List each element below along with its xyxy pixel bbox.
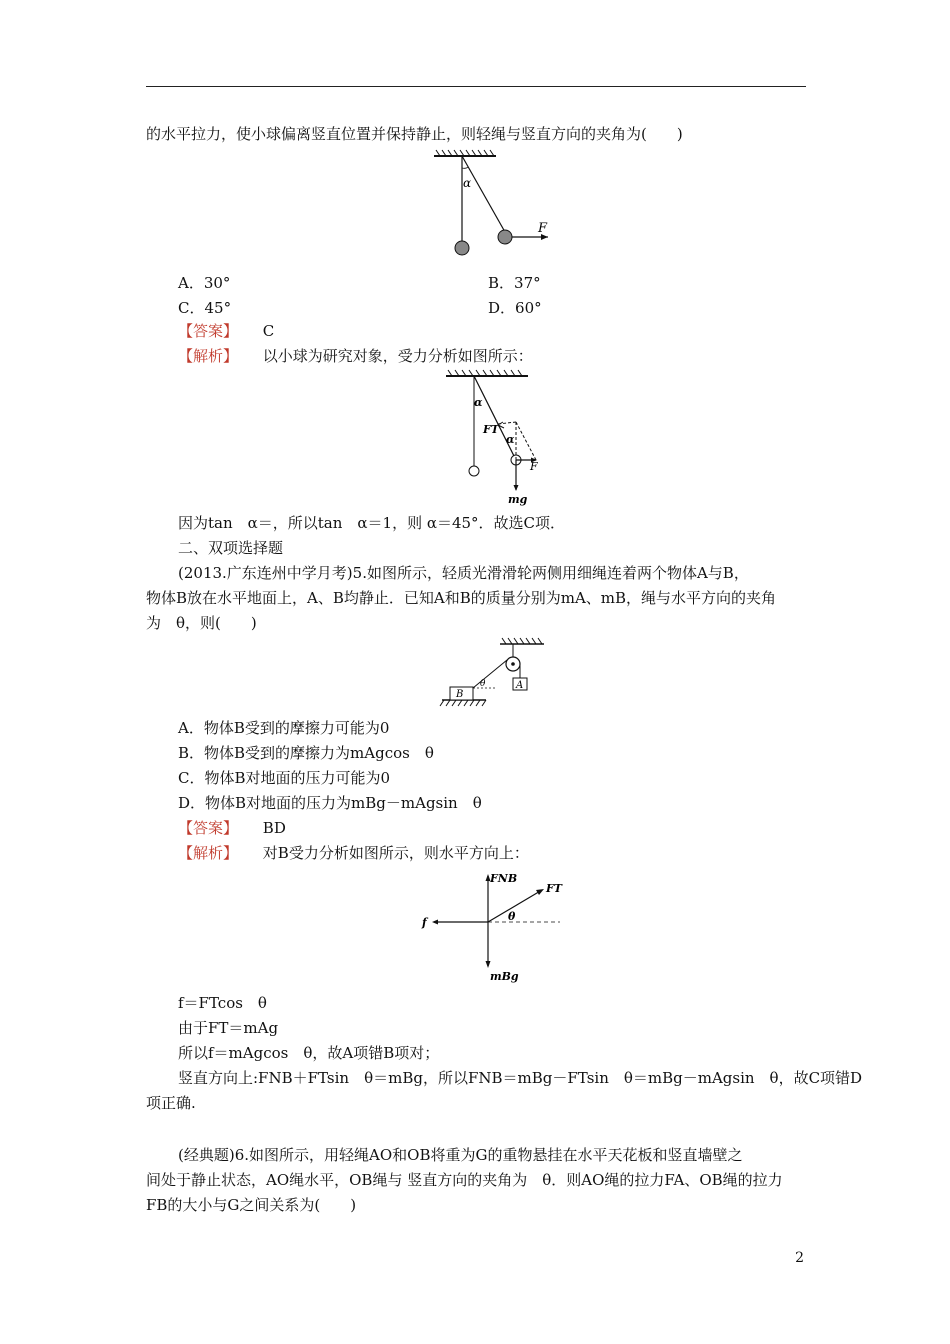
q5-eq-4: 竖直方向上:FNB＋FTsin θ＝mBg，所以FNB＝mBg－FTsin θ＝mBg－mAgsin θ，故C项错D <box>178 1069 863 1087</box>
section-title: 二、双项选择题 <box>178 539 284 557</box>
friction-label: f <box>422 916 427 929</box>
option-d: D．60° <box>488 299 542 317</box>
alpha-label: α <box>463 176 472 190</box>
q5-eq-1: f＝FTcos θ <box>178 994 267 1012</box>
normal-force-label: FNB <box>490 872 518 885</box>
q5-option-a: A．物体B受到的摩擦力可能为0 <box>178 719 390 737</box>
q6-stem-line-3: FB的大小与G之间关系为( ) <box>146 1196 357 1214</box>
pendulum-force-figure <box>440 370 560 510</box>
tension-label: FT <box>483 423 499 436</box>
option-c: C．45° <box>178 299 232 317</box>
q5-stem-line-3: 为 θ，则( ) <box>146 614 257 632</box>
page-number: 2 <box>795 1250 804 1266</box>
q4-analysis-row <box>178 346 533 366</box>
theta-label: θ <box>480 679 486 689</box>
answer-value: C <box>262 322 275 340</box>
q5-answer-row <box>178 818 286 838</box>
q4-stem: 的水平拉力，使小球偏离竖直位置并保持静止，则轻绳与竖直方向的夹角为( ) <box>146 125 683 143</box>
pulley-figure <box>436 638 556 710</box>
analysis-tag: 【解析】 <box>178 844 239 862</box>
force-label: F <box>538 221 548 236</box>
analysis-tag: 【解析】 <box>178 347 239 365</box>
analysis-text: 以小球为研究对象，受力分析如图所示： <box>262 347 533 365</box>
answer-tag: 【答案】 <box>178 322 239 340</box>
tension-label: FT <box>546 882 562 895</box>
option-a: A．30° <box>178 274 231 292</box>
force-label-2: F <box>530 460 538 473</box>
q5-stem-line-2: 物体B放在水平地面上，A、B均静止．已知A和B的质量分别为mA、mB，绳与水平方向的夹角 <box>146 589 777 607</box>
q4-answer-row <box>178 321 274 341</box>
header-rule <box>146 86 806 87</box>
weight-label: mg <box>508 493 528 506</box>
q6-stem-line-1: (经典题)6.如图所示，用轻绳AO和OB将重为G的重物悬挂在水平天花板和竖直墙壁之 <box>178 1146 743 1164</box>
weight-label: mBg <box>490 970 519 983</box>
block-b-label: B <box>456 689 464 700</box>
q4-conclusion: 因为tan α＝，所以tan α＝1，则 α＝45°．故选C项． <box>178 514 566 532</box>
alpha-label-1: α <box>474 396 483 409</box>
theta-label: θ <box>508 910 516 923</box>
force-diagram-b <box>418 866 578 986</box>
q5-analysis-row <box>178 843 529 863</box>
answer-value: BD <box>262 819 286 837</box>
answer-tag: 【答案】 <box>178 819 239 837</box>
q5-eq-2: 由于FT＝mAg <box>178 1019 279 1037</box>
analysis-text: 对B受力分析如图所示，则水平方向上： <box>262 844 529 862</box>
q5-stem-line-1: (2013.广东连州中学月考)5.如图所示，轻质光滑滑轮两侧用细绳连着两个物体A与B， <box>178 564 749 582</box>
q5-option-b: B．物体B受到的摩擦力为mAgcos θ <box>178 744 434 762</box>
pendulum-figure <box>420 150 560 262</box>
block-a-label: A <box>516 680 524 691</box>
q6-stem-line-2: 间处于静止状态，AO绳水平，OB绳与 竖直方向的夹角为 θ．则AO绳的拉力FA、OB绳的拉力 <box>146 1171 783 1189</box>
q5-option-d: D．物体B对地面的压力为mBg－mAgsin θ <box>178 794 482 812</box>
q5-option-c: C．物体B对地面的压力可能为0 <box>178 769 391 787</box>
q5-eq-5: 项正确. <box>146 1094 196 1112</box>
alpha-label-2: α <box>506 433 515 446</box>
option-b: B．37° <box>488 274 541 292</box>
q5-eq-3: 所以f＝mAgcos θ，故A项错B项对； <box>178 1044 440 1062</box>
